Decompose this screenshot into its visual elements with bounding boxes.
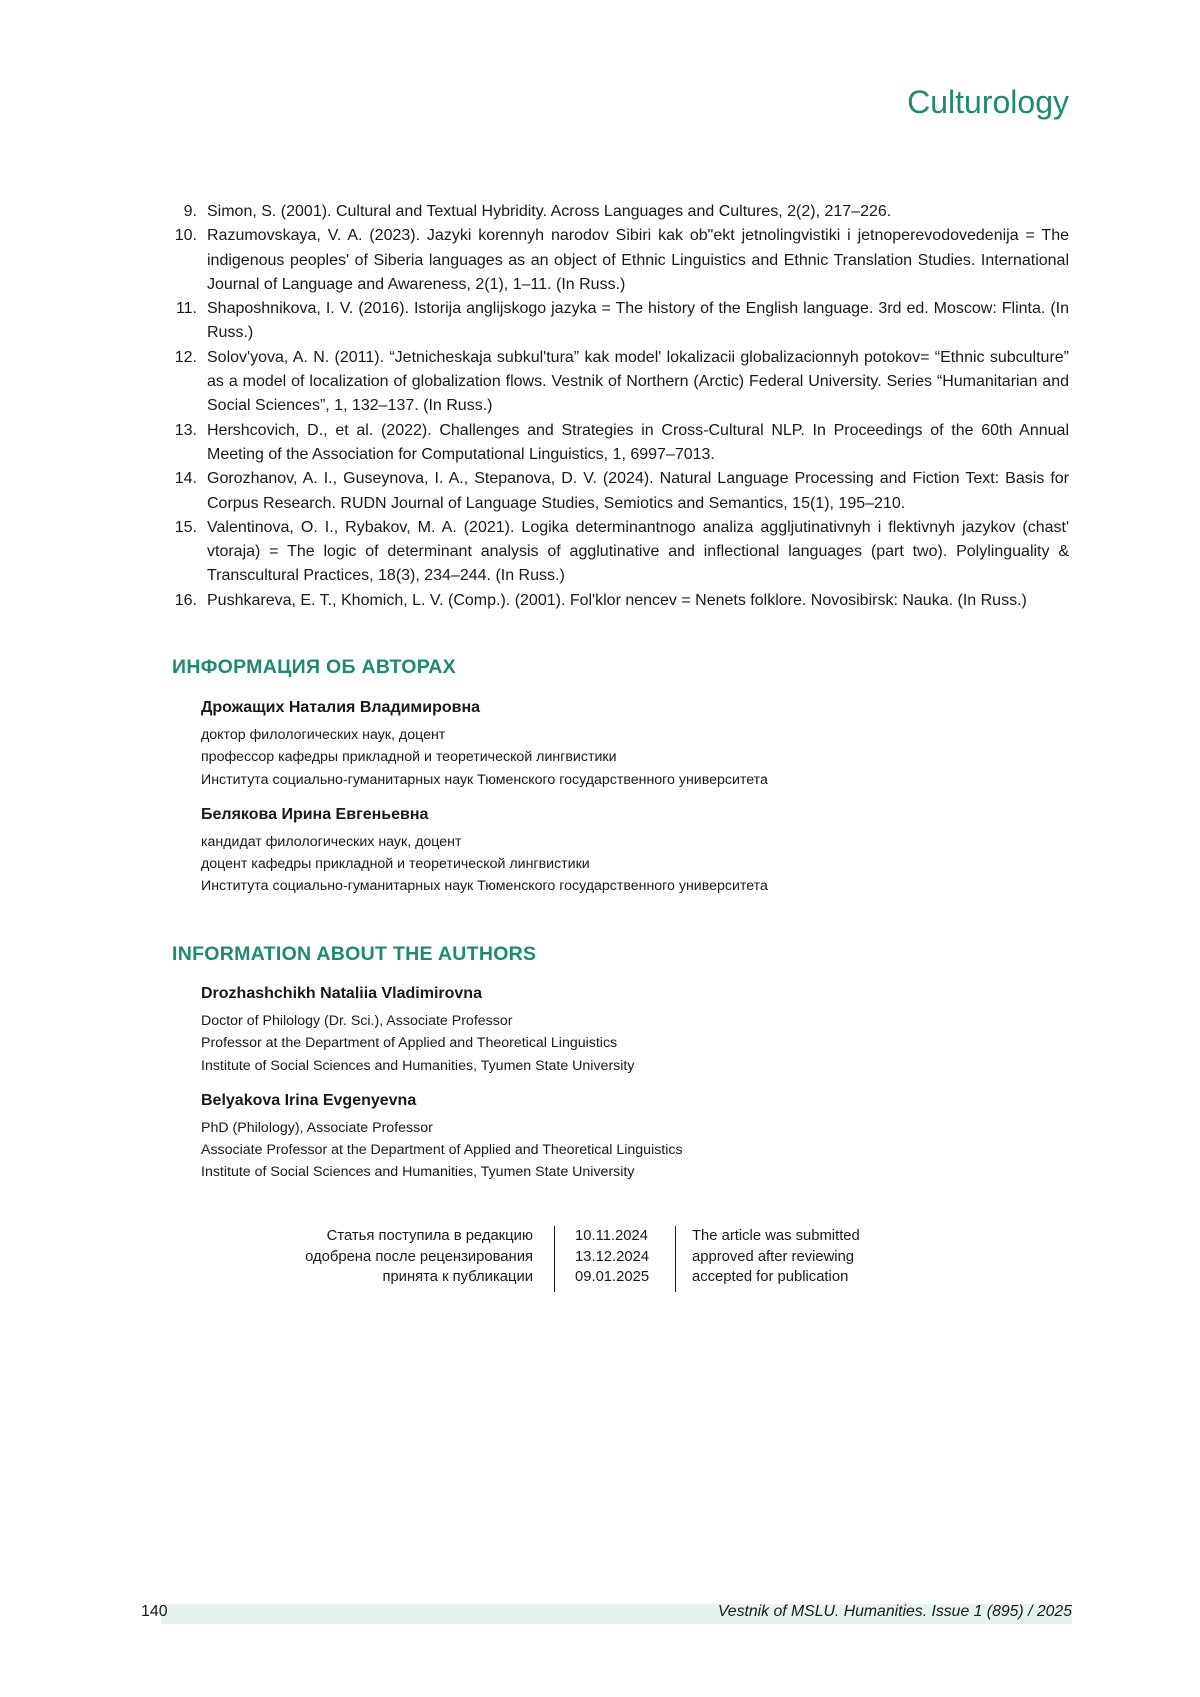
reference-text: Shaposhnikova, I. V. (2016). Istorija anglijskogo jazyka = The history of the English language. 3rd ed. Moscow: Flinta. (In Russ.) bbox=[207, 300, 1069, 341]
author-name: Belyakova Irina Evgenyevna bbox=[201, 1089, 1061, 1113]
author-degree: доктор филологических наук, доцент bbox=[201, 724, 1061, 746]
authors-ru bbox=[201, 696, 1061, 910]
author-card bbox=[201, 982, 1061, 1077]
author-affiliation: Institute of Social Sciences and Humanities, Tyumen State University bbox=[201, 1055, 1061, 1077]
section-title: Culturology bbox=[907, 84, 1069, 121]
author-name: Drozhashchikh Nataliia Vladimirovna bbox=[201, 982, 1061, 1006]
reference-text: Pushkareva, E. T., Khomich, L. V. (Comp.). (2001). Fol'klor nencev = Nenets folklore. Novosibirsk: Nauka. (In Russ.) bbox=[207, 592, 1027, 609]
reference-number: 12. bbox=[172, 346, 197, 370]
reference-item bbox=[172, 419, 1069, 468]
author-position: доцент кафедры прикладной и теоретической лингвистики bbox=[201, 853, 1061, 875]
reference-item bbox=[172, 589, 1069, 613]
reference-item bbox=[172, 467, 1069, 516]
dates-values bbox=[554, 1226, 685, 1292]
author-card bbox=[201, 803, 1061, 898]
page-number: 140 bbox=[141, 1603, 168, 1621]
author-affiliation: Института социально-гуманитарных наук Тюменского государственного университета bbox=[201, 769, 1061, 791]
reference-text: Gorozhanov, A. I., Guseynova, I. A., Stepanova, D. V. (2024). Natural Language Processing and Fiction Text: Basis for Corpus Research. RUDN Journal of Language Studies, Semiotics and Semantics, 15(1), 195–210. bbox=[207, 470, 1069, 511]
author-degree: Doctor of Philology (Dr. Sci.), Associate Professor bbox=[201, 1010, 1061, 1032]
reference-item bbox=[172, 346, 1069, 419]
date-value: 10.11.2024 bbox=[575, 1226, 685, 1247]
date-label-en: approved after reviewing bbox=[692, 1247, 892, 1268]
date-label-ru: одобрена после рецензирования bbox=[250, 1247, 533, 1268]
date-label-en: The article was submitted bbox=[692, 1226, 892, 1247]
reference-item bbox=[172, 200, 1069, 224]
dates-labels-ru bbox=[250, 1226, 533, 1288]
author-name: Белякова Ирина Евгеньевна bbox=[201, 803, 1061, 827]
author-affiliation: Institute of Social Sciences and Humanities, Tyumen State University bbox=[201, 1161, 1061, 1183]
author-card bbox=[201, 696, 1061, 791]
reference-text: Solov'yova, A. N. (2011). “Jetnicheskaja subkul'tura” kak model' lokalizacii globalizacionnyh potokov= “Ethnic subculture” as a model of localization of globalization flows. Vestnik of Northern (Arctic) Federal University. Series “Humanitarian and Social Sciences”, 1, 132–137. (In Russ.) bbox=[207, 349, 1069, 415]
reference-item bbox=[172, 297, 1069, 346]
date-value: 09.01.2025 bbox=[575, 1267, 685, 1288]
reference-item bbox=[172, 224, 1069, 297]
author-degree: кандидат филологических наук, доцент bbox=[201, 831, 1061, 853]
date-label-ru: Статья поступила в редакцию bbox=[250, 1226, 533, 1247]
author-name: Дрожащих Наталия Владимировна bbox=[201, 696, 1061, 720]
reference-text: Razumovskaya, V. A. (2023). Jazyki korennyh narodov Sibiri kak ob"ekt jetnolingvistiki i jetnoperevodovedenija = The indigenous peoples' of Siberia languages as an object of Ethnic Linguistics and Ethnic Translation Studies. International Journal of Language and Awareness, 2(1), 1–11. (In Russ.) bbox=[207, 227, 1069, 293]
authors-heading-ru: ИНФОРМАЦИЯ ОБ АВТОРАХ bbox=[172, 656, 456, 679]
reference-number: 9. bbox=[172, 200, 197, 224]
date-label-ru: принята к публикации bbox=[250, 1267, 533, 1288]
reference-number: 11. bbox=[172, 297, 197, 321]
author-affiliation: Института социально-гуманитарных наук Тюменского государственного университета bbox=[201, 875, 1061, 897]
author-degree: PhD (Philology), Associate Professor bbox=[201, 1117, 1061, 1139]
reference-number: 10. bbox=[172, 224, 197, 248]
journal-title: Vestnik of MSLU. Humanities. Issue 1 (895) / 2025 bbox=[718, 1603, 1072, 1621]
author-position: профессор кафедры прикладной и теоретической лингвистики bbox=[201, 746, 1061, 768]
reference-number: 13. bbox=[172, 419, 197, 443]
authors-heading-en: INFORMATION ABOUT THE AUTHORS bbox=[172, 943, 536, 966]
date-value: 13.12.2024 bbox=[575, 1247, 685, 1268]
reference-item bbox=[172, 516, 1069, 589]
authors-en bbox=[201, 982, 1061, 1196]
author-position: Associate Professor at the Department of Applied and Theoretical Linguistics bbox=[201, 1139, 1061, 1161]
dates-labels-en bbox=[675, 1226, 892, 1292]
author-position: Professor at the Department of Applied and Theoretical Linguistics bbox=[201, 1032, 1061, 1054]
reference-text: Hershcovich, D., et al. (2022). Challenges and Strategies in Cross-Cultural NLP. In Proceedings of the 60th Annual Meeting of the Association for Computational Linguistics, 1, 6997–7013. bbox=[207, 422, 1069, 463]
date-label-en: accepted for publication bbox=[692, 1267, 892, 1288]
reference-list bbox=[172, 200, 1069, 613]
reference-text: Valentinova, O. I., Rybakov, M. A. (2021). Logika determinantnogo analiza aggljutinativnyh i flektivnyh jazykov (chast' vtoraja) = The logic of determinant analysis of agglutinative and inflectional languages (part two). Polylinguality & Transcultural Practices, 18(3), 234–244. (In Russ.) bbox=[207, 519, 1069, 585]
author-card bbox=[201, 1089, 1061, 1184]
reference-number: 16. bbox=[172, 589, 197, 613]
reference-text: Simon, S. (2001). Cultural and Textual Hybridity. Across Languages and Cultures, 2(2), 217–226. bbox=[207, 203, 891, 220]
reference-number: 14. bbox=[172, 467, 197, 491]
reference-number: 15. bbox=[172, 516, 197, 540]
